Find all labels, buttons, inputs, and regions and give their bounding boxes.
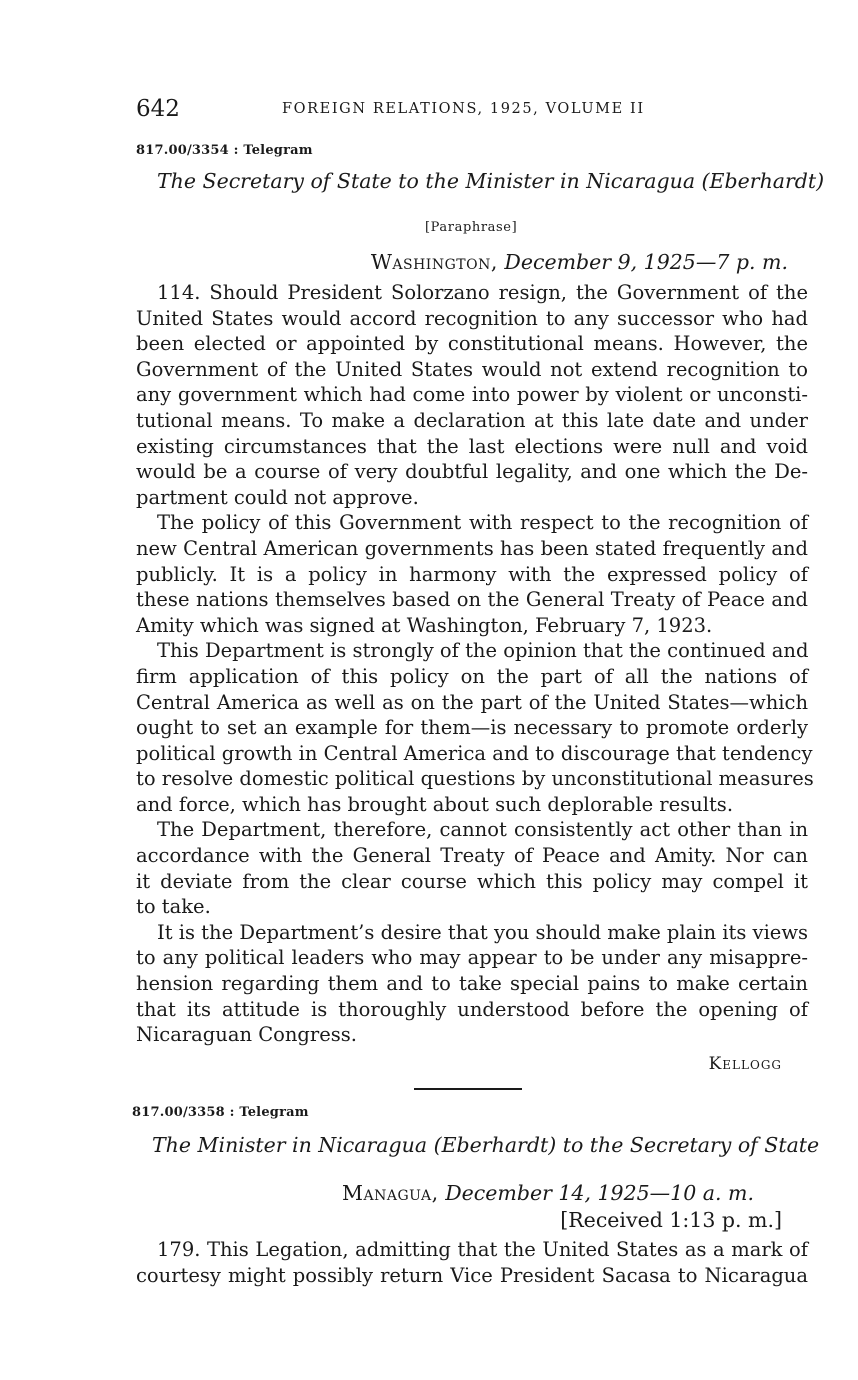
text-line: This Department is strongly of the opinion that the continued and [157,639,809,663]
doc2-heading: The Minister in Nicaragua (Eberhardt) to the Secretary of State [152,1133,820,1157]
text-line: that its attitude is thoroughly understood before the opening of [136,997,808,1021]
doc1-dateline [371,250,788,274]
paragraph [136,817,808,919]
text-line: existing circumstances that the last elections were null and void [136,434,808,458]
doc1-signature: Kellogg [708,1054,782,1074]
text-line: United States would accord recognition to any successor who had [136,306,808,330]
text-line: to resolve domestic political questions by unconstitutional measures [136,767,814,791]
text-line: Central America as well as on the part of the United States—which [136,690,808,714]
doc2-file-ref: 817.00/3358 : Telegram [132,1105,309,1120]
paragraph [136,280,808,510]
text-line: 114. Should President Solorzano resign, the Government of the [157,281,808,304]
doc1-dateline-place: Washington, [370,250,498,274]
text-line: courtesy might possibly return Vice President Sacasa to Nicaragua [136,1263,808,1287]
text-line: The policy of this Government with respect to the recognition of [157,511,808,535]
text-line: The Department, therefore, cannot consistently act other than in [157,818,808,842]
text-line: and force, which has brought about such deplorable results. [136,792,734,816]
text-line: it deviate from the clear course which this policy may compel it [136,869,808,893]
text-line: Government of the United States would not extend recognition to [136,357,808,381]
doc1-paraphrase-note: [Paraphrase] [425,220,518,235]
paragraph [136,920,808,1048]
page-number: 642 [136,96,180,122]
doc2-dateline-place: Managua, [342,1181,439,1205]
doc1-body [136,280,814,1048]
doc1-dateline-date: December 9, 1925—7 p. m. [504,250,788,274]
text-line: publicly. It is a policy in harmony with the expressed policy of [136,562,808,586]
text-line: Nicaraguan Congress. [136,1023,357,1047]
text-line: these nations themselves based on the General Treaty of Peace and [136,588,808,612]
text-line: new Central American governments has been stated frequently and [136,536,808,560]
text-line: firm application of this policy on the part of all the nations of [136,664,808,688]
text-line: accordance with the General Treaty of Peace and Amity. Nor can [136,844,808,868]
text-line: ought to set an example for them—is necessary to promote orderly [136,716,808,740]
text-line: to take. [136,895,211,919]
doc2-received: [Received 1:13 p. m.] [560,1208,782,1232]
text-line: hension regarding them and to take special pains to make certain [136,972,808,996]
text-line: been elected or appointed by constitutional means. However, the [136,332,808,356]
running-title: FOREIGN RELATIONS, 1925, VOLUME II [282,101,645,117]
text-line: would be a course of very doubtful legality, and one which the De- [136,460,808,484]
text-line: It is the Department’s desire that you should make plain its views [157,920,809,944]
doc2-dateline-date: December 14, 1925—10 a. m. [445,1181,754,1205]
paragraph [136,638,814,817]
text-line: any government which had come into power by violent or unconsti- [136,383,808,407]
running-head [136,96,808,128]
doc1-file-ref: 817.00/3354 : Telegram [136,143,313,158]
paragraph [136,510,808,638]
text-line: tutional means. To make a declaration at this late date and under [136,408,808,432]
text-line: Amity which was signed at Washington, February 7, 1923. [136,613,713,637]
text-line: partment could not approve. [136,485,419,509]
section-divider [414,1088,522,1090]
text-line: political growth in Central America and to discourage that tendency [136,741,813,765]
text-line: 179. This Legation, admitting that the United States as a mark of [157,1238,808,1261]
doc2-dateline [342,1181,754,1205]
doc1-heading: The Secretary of State to the Minister in Nicaragua (Eberhardt) [157,169,825,193]
doc2-body [136,1237,808,1288]
paragraph [136,1237,808,1288]
text-line: to any political leaders who may appear to be under any misappre- [136,946,808,970]
